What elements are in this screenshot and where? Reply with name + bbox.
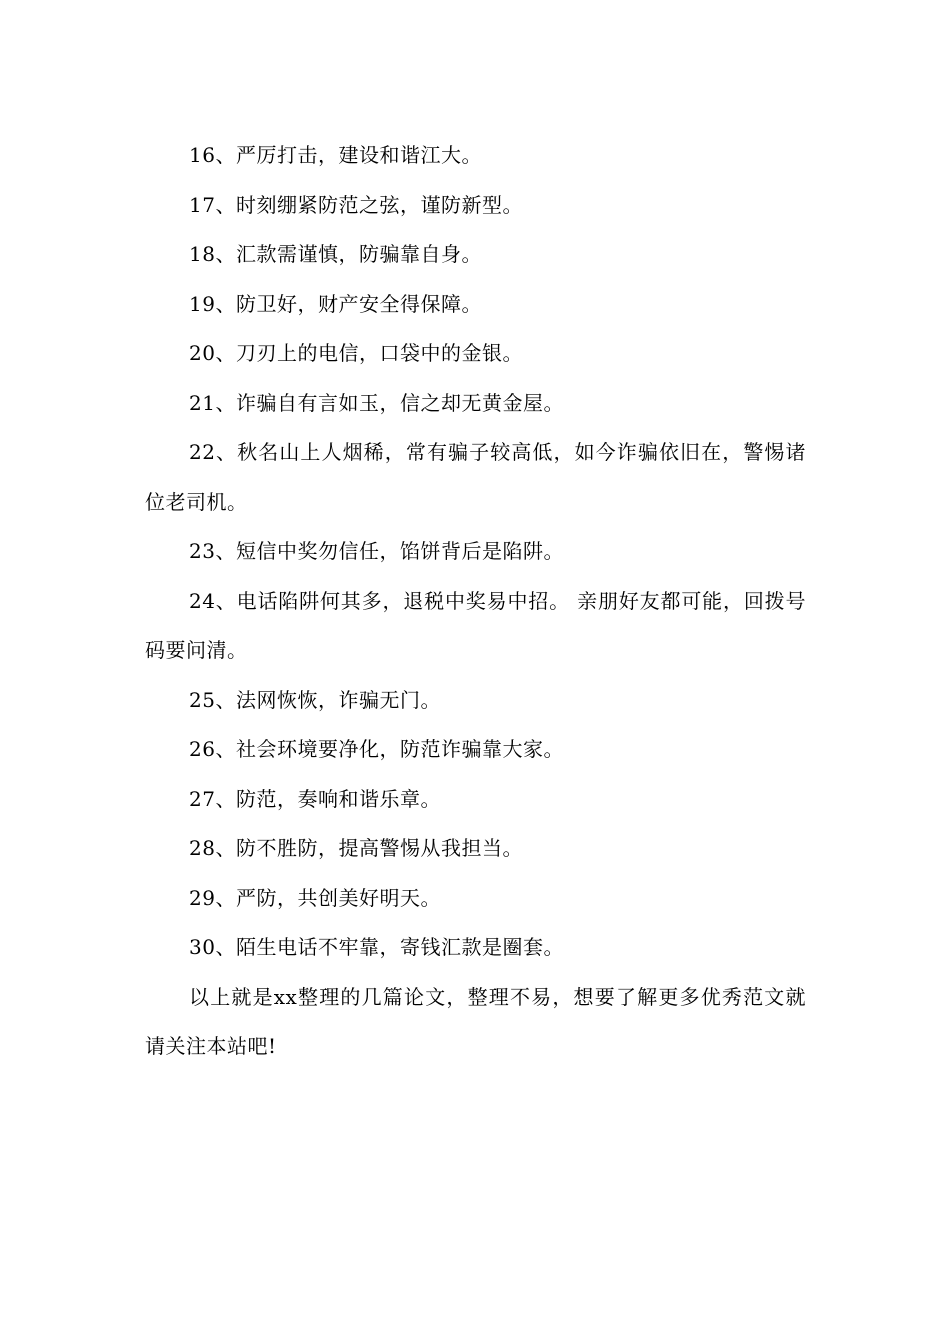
paragraph-30: 30、陌生电话不牢靠，寄钱汇款是圈套。	[189, 935, 564, 959]
paragraph-16: 16、严厉打击，建设和谐江大。	[189, 143, 482, 167]
paragraph-28: 28、防不胜防，提高警惕从我担当。	[189, 836, 523, 860]
paragraph-22: 22、秋名山上人烟稀，常有骗子较高低，如今诈骗依旧在，警惕诸位老司机。	[145, 440, 806, 514]
paragraph-24: 24、电话陷阱何其多，退税中奖易中招。 亲朋好友都可能，回拨号码要问清。	[145, 588, 806, 662]
paragraph-25: 25、法网恢恢，诈骗无门。	[189, 687, 441, 712]
paragraph-23: 23、短信中奖勿信任，馅饼背后是陷阱。	[189, 539, 564, 563]
paragraph-18: 18、汇款需谨慎，防骗靠自身。	[189, 242, 482, 266]
paragraph-21: 21、诈骗自有言如玉，信之却无黄金屋。	[189, 390, 564, 415]
paragraph-27: 27、防范，奏响和谐乐章。	[189, 786, 441, 811]
paragraph-20: 20、刀刃上的电信，口袋中的金银。	[189, 341, 523, 365]
paragraph-17: 17、时刻绷紧防范之弦，谨防新型。	[189, 192, 523, 217]
paragraph-26: 26、社会环境要净化，防范诈骗靠大家。	[189, 737, 564, 761]
document-body	[145, 131, 806, 1072]
paragraph-19: 19、防卫好，财产安全得保障。	[189, 291, 482, 316]
closing-paragraph: 以上就是xx整理的几篇论文，整理不易，想要了解更多优秀范文就请关注本站吧!	[145, 984, 806, 1058]
paragraph-29: 29、严防，共创美好明天。	[189, 885, 441, 910]
